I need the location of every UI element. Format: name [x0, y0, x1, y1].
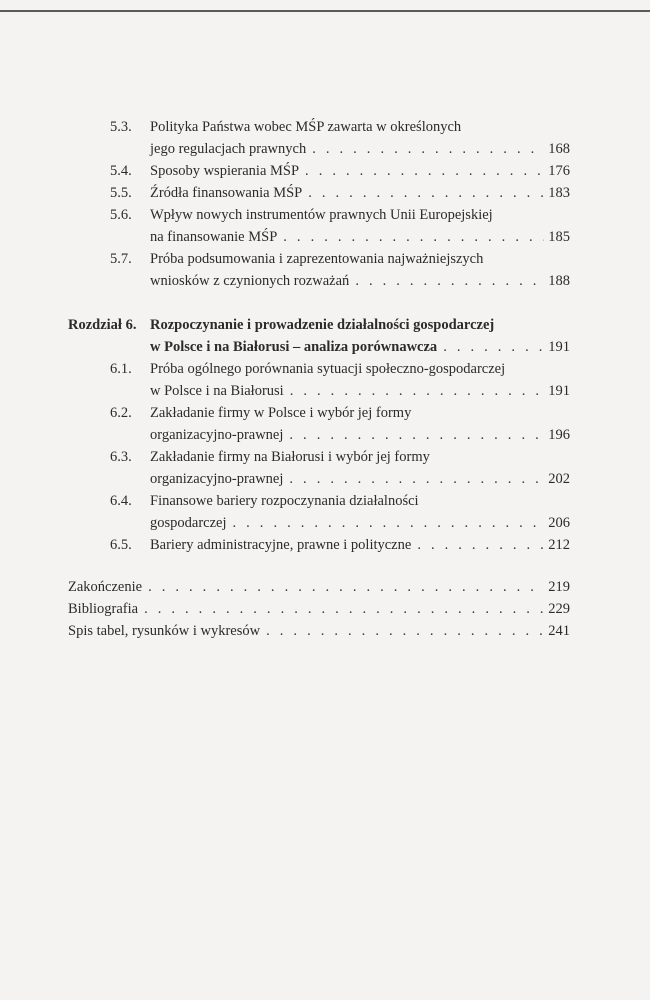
- section-number: 5.7.: [110, 251, 132, 267]
- section-title-line: Próba ogólnego porównania sytuacji społeczno-gospodarczej: [150, 361, 506, 377]
- section-title-line: gospodarczej: [150, 515, 227, 531]
- toc-entry-6-1[interactable]: [0, 358, 650, 402]
- section-title-line: organizacyjno-prawnej: [150, 427, 284, 443]
- page-number: 241: [548, 623, 570, 639]
- section-title-line: Próba podsumowania i zaprezentowania najważniejszych: [150, 251, 484, 267]
- toc-entry-5-5[interactable]: [0, 182, 650, 204]
- section-title-line: Źródła finansowania MŚP: [150, 185, 303, 201]
- section-number: 6.5.: [110, 537, 132, 553]
- section-number: 5.5.: [110, 185, 132, 201]
- section-title-line: Polityka Państwa wobec MŚP zawarta w określonych: [150, 119, 462, 135]
- section-title-line: Zakładanie firmy w Polsce i wybór jej formy: [150, 405, 412, 421]
- dot-leader: [283, 226, 544, 248]
- section-number: 6.3.: [110, 449, 132, 465]
- dot-leader: [443, 336, 544, 358]
- page-number: 188: [548, 273, 570, 289]
- section-title-line: Wpływ nowych instrumentów prawnych Unii Europejskiej: [150, 207, 493, 223]
- toc-entry-6-4[interactable]: [0, 490, 650, 534]
- back-matter-title: Bibliografia: [68, 601, 139, 617]
- section-number: 5.6.: [110, 207, 132, 223]
- section-title-line: Zakładanie firmy na Białorusi i wybór jej formy: [150, 449, 430, 465]
- toc-entry-bibliografia[interactable]: [0, 598, 650, 620]
- dot-leader: [290, 380, 544, 402]
- toc-entry-5-7[interactable]: [0, 248, 650, 292]
- toc-chapter-6[interactable]: [0, 314, 650, 358]
- section-title-line: na finansowanie MŚP: [150, 229, 278, 245]
- page-number: 183: [548, 185, 570, 201]
- dot-leader: [305, 160, 544, 182]
- section-number: 5.4.: [110, 163, 132, 179]
- toc-entry-spis-tabel[interactable]: [0, 620, 650, 642]
- page-number: 229: [548, 601, 570, 617]
- section-number: 6.1.: [110, 361, 132, 377]
- section-number: 6.2.: [110, 405, 132, 421]
- page-number: 168: [548, 141, 570, 157]
- toc-entry-5-4[interactable]: [0, 160, 650, 182]
- dot-leader: [308, 182, 544, 204]
- section-title-line: Sposoby wspierania MŚP: [150, 163, 300, 179]
- section-title-line: wniosków z czynionych rozważań: [150, 273, 350, 289]
- section-title-line: Finansowe bariery rozpoczynania działalności: [150, 493, 419, 509]
- dot-leader: [233, 512, 545, 534]
- page-number: 202: [548, 471, 570, 487]
- back-matter-title: Spis tabel, rysunków i wykresów: [68, 623, 261, 639]
- page-number: 191: [548, 339, 570, 355]
- toc-entry-6-3[interactable]: [0, 446, 650, 490]
- dot-leader: [289, 468, 544, 490]
- page-number: 206: [548, 515, 570, 531]
- dot-leader: [266, 620, 544, 642]
- page-number: 185: [548, 229, 570, 245]
- section-number: 6.4.: [110, 493, 132, 509]
- section-title-line: w Polsce i na Białorusi: [150, 383, 284, 399]
- page-number: 219: [548, 579, 570, 595]
- dot-leader: [417, 534, 544, 556]
- page-number: 196: [548, 427, 570, 443]
- page-number: 212: [548, 537, 570, 553]
- dot-leader: [144, 598, 544, 620]
- section-title-line: jego regulacjach prawnych: [150, 141, 307, 157]
- toc-entry-5-6[interactable]: [0, 204, 650, 248]
- chapter-title-line: w Polsce i na Białorusi – analiza porównawcza: [150, 339, 438, 355]
- toc-entry-6-2[interactable]: [0, 402, 650, 446]
- back-matter-title: Zakończenie: [68, 579, 143, 595]
- toc-entry-5-3[interactable]: [0, 116, 650, 160]
- chapter-title-line: Rozpoczynanie i prowadzenie działalności gospodarczej: [150, 317, 495, 333]
- page-number: 176: [548, 163, 570, 179]
- dot-leader: [148, 576, 544, 598]
- toc-entry-6-5[interactable]: [0, 534, 650, 556]
- page-number: 191: [548, 383, 570, 399]
- section-title-line: Bariery administracyjne, prawne i polityczne: [150, 537, 412, 553]
- chapter-label: Rozdział 6.: [68, 317, 137, 333]
- toc-entry-zakonczenie[interactable]: [0, 576, 650, 598]
- section-title-line: organizacyjno-prawnej: [150, 471, 284, 487]
- dot-leader: [312, 138, 544, 160]
- dot-leader: [355, 270, 544, 292]
- dot-leader: [289, 424, 544, 446]
- section-number: 5.3.: [110, 119, 132, 135]
